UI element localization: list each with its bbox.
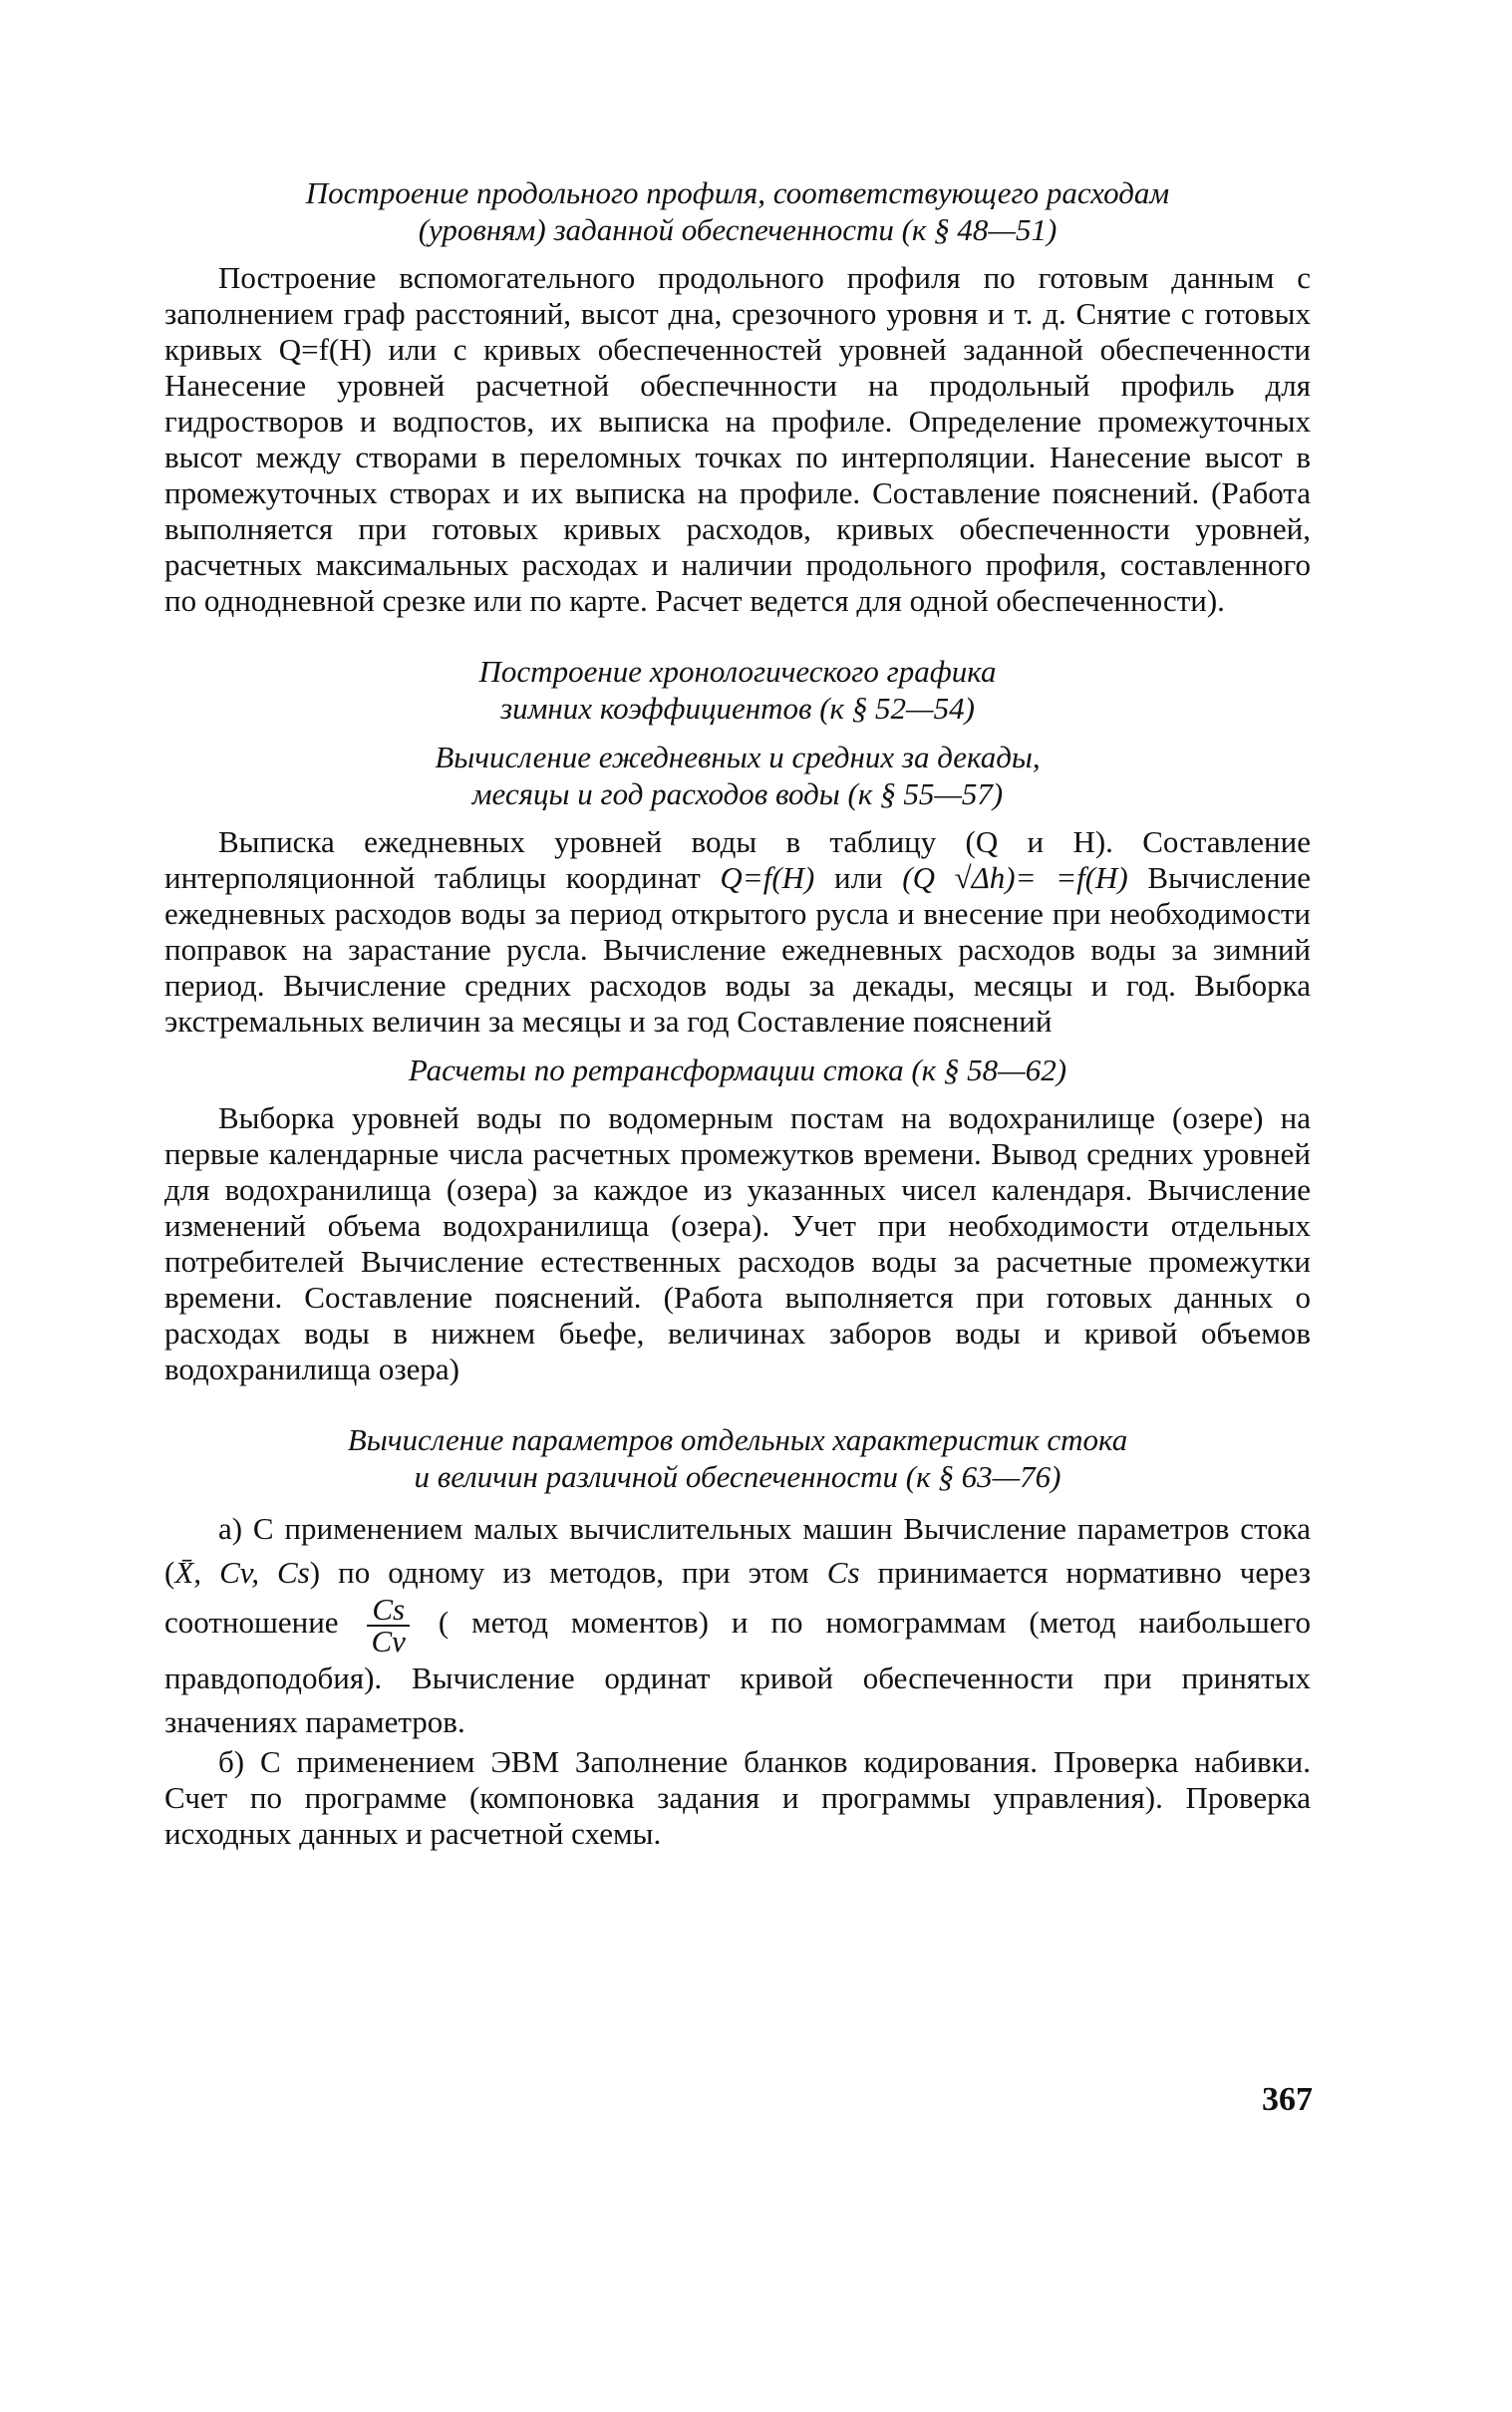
body-text: ) по одному из методов, при этом [309, 1555, 827, 1590]
formula: =f(H) [1056, 860, 1128, 895]
body-text: или [814, 860, 903, 895]
section-heading-retransformation [164, 1052, 1311, 1088]
section-body-daily-discharges [164, 824, 1311, 1040]
item-b-computers: б) С применением ЭВМ Заполнение бланков кодирования. Проверка набивки. Счет по программе (компоновка задания и программы управления). Проверка исходных данных и расчетной схемы. [164, 1744, 1311, 1851]
item-a-small-computers [164, 1507, 1311, 1744]
formula: X̄, Cv, Cs [174, 1555, 310, 1590]
document-page [164, 174, 1311, 1852]
section-heading-daily-discharges [164, 739, 1311, 812]
heading-line: Расчеты по ретрансформации стока (к § 58—62) [408, 1053, 1067, 1087]
heading-line: Вычисление параметров отдельных характеристик стока [347, 1422, 1128, 1457]
body-text: Выписка ежедневных уровней воды в таблицу (Q и H). Составление интерполяционной таблицы координат [164, 824, 1311, 895]
section-heading-longitudinal-profile [164, 174, 1311, 248]
formula: (Q √Δh)= [902, 860, 1037, 895]
heading-line: (уровням) заданной обеспеченности (к § 48—51) [418, 212, 1058, 247]
fraction-denominator: Cv [371, 1624, 406, 1658]
section-body-retransformation: Выборка уровней воды по водомерным постам на водохранилище (озере) на первые календарные числа расчетных промежутков времени. Вывод средних уровней для водохранилища (озера) за каждое из указанных чисел календаря. Вычисление изменений объема водохранилища (озера). Учет при необходимости отдельных потребителей Вычисление естественных расходов воды за расчетные промежутки времени. Составление пояснений. (Работа выполняется при готовых данных о расходах воды в нижнем бьефе, величинах заборов воды и кривой объемов водохранилища озера) [164, 1100, 1311, 1386]
body-text: принимается нормативно через соотношение [164, 1555, 1312, 1641]
fraction-cs-cv [367, 1592, 409, 1658]
fraction-numerator: Cs [367, 1595, 409, 1627]
section-heading-runoff-parameters [164, 1421, 1311, 1495]
section-heading-winter-coefficients [164, 653, 1311, 727]
heading-line: Построение хронологического графика [478, 654, 997, 689]
heading-line: Построение продольного профиля, соответствующего расходам [305, 175, 1170, 210]
section-body-longitudinal-profile: Построение вспомогательного продольного профиля по готовым данным с заполнением граф расстояний, высот дна, срезочного уровня и т. д. Снятие с готовых кривых Q=f(H) или с кривых обеспеченностей уровней заданной обеспеченности Нанесение уровней расчетной обеспечнности на продольный профиль для гидростворов и водпостов, их выписка на профиле. Определение промежуточных высот между створами в переломных точках по интерполяции. Нанесение высот в промежуточных створах и их выписка на профиле. Составление пояснений. (Работа выполняется при готовых кривых расходов, кривых обеспеченности уровней, расчетных максимальных расходах и наличии продольного профиля, составленного по однодневной срезке или по карте. Расчет ведется для одной обеспеченности). [164, 260, 1311, 618]
heading-line: Вычисление ежедневных и средних за декады, [435, 740, 1041, 774]
body-text: Вычисление ежедневных расходов воды за период открытого русла и внесение при необходимости поправок на зарастание русла. Вычисление ежедневных расходов воды за зимний период. Вычисление средних расходов воды за декады, месяцы и год. Выборка экстремальных величин за месяцы и за год Составление пояснений [164, 860, 1311, 1039]
heading-line: и величин различной обеспеченности (к § 63—76) [414, 1459, 1061, 1494]
body-text: а) С применением малых вычислительных машин Вычисление параметров стока ( [164, 1511, 1311, 1590]
page-number: 367 [1262, 2081, 1313, 2118]
formula: Q=f(H) [720, 860, 815, 895]
formula: Cs [826, 1555, 860, 1590]
heading-line: зимних коэффициентов (к § 52—54) [500, 691, 975, 726]
body-text: ( метод моментов) и по номограммам (метод наибольшего правдоподобия). Вычисление ординат кривой обеспеченности при принятых значениях параметров. [164, 1605, 1311, 1739]
heading-line: месяцы и год расходов воды (к § 55—57) [471, 776, 1004, 811]
